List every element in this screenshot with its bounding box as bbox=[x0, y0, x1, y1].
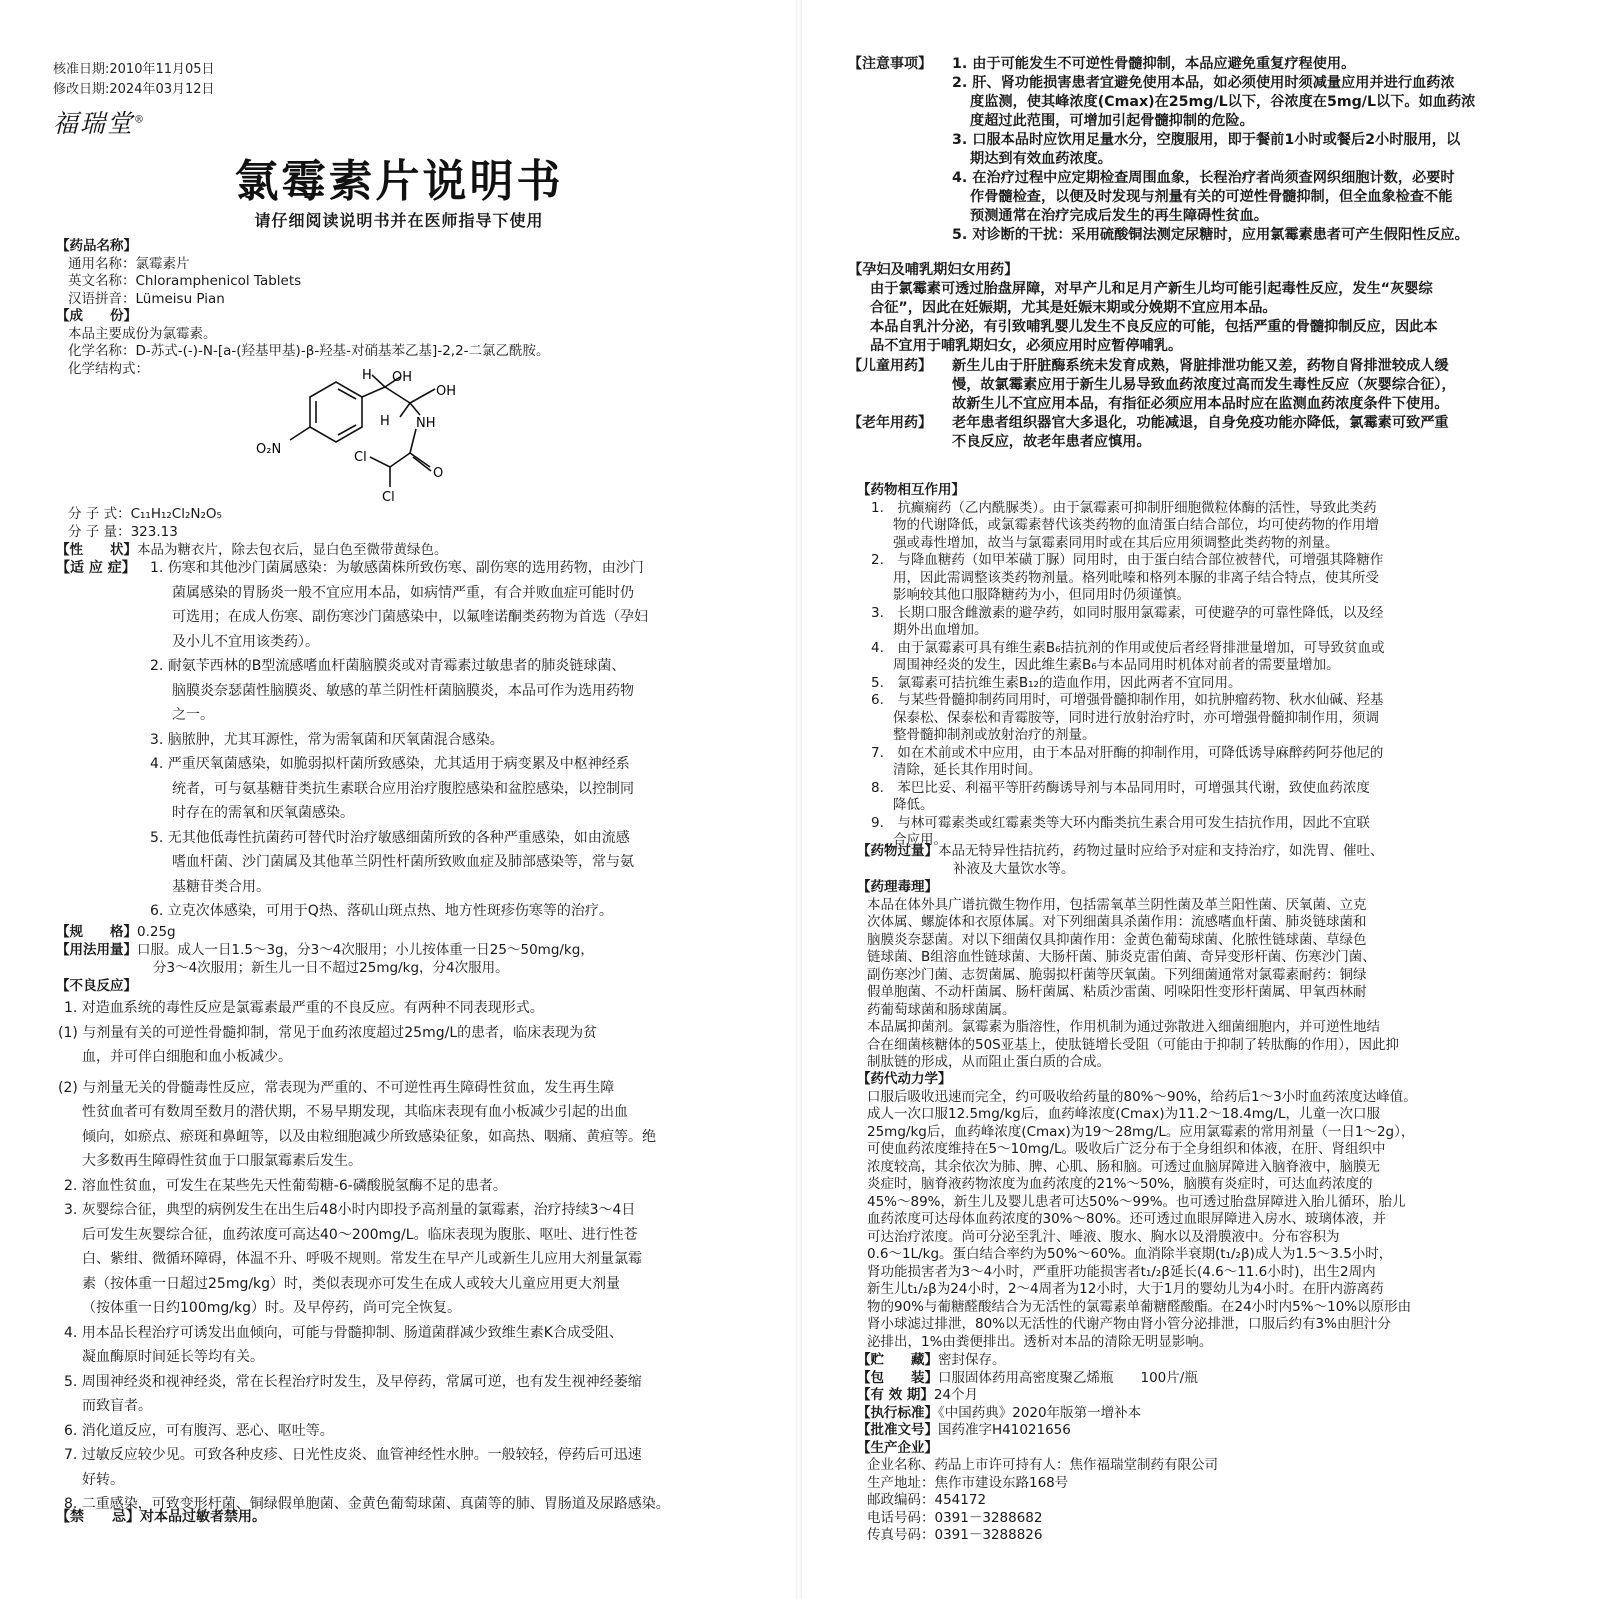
indication-line: 之一。 bbox=[172, 707, 214, 723]
section-pregnancy bbox=[848, 261, 1438, 356]
adverse-line: (1) 与剂量有关的可逆性骨髓抑制，常见于血药浓度超过25mg/L的患者，临床表现为贫 bbox=[58, 1024, 598, 1041]
interaction-line: 9. 与林可霉素类或红霉素类等大环内酯类抗生素合用可发生拮抗作用，因此不宜联 bbox=[871, 814, 1370, 831]
adverse-line: 后可发生灰婴综合征，血药浓度可高达40～200mg/L。临床表现为腹胀、呕吐、进行性苍 bbox=[82, 1226, 638, 1243]
manufacturer-line: 企业名称、药品上市许可持有人：焦作福瑞堂制药有限公司 bbox=[867, 1457, 1218, 1473]
interaction-line: 强或毒性增加，故当与氯霉素同用时或在其后应用须调整此类药物的剂量。 bbox=[893, 534, 1339, 551]
child-line: 故新生儿不宜应用本品，有指征必须应用本品时应在监测血药浓度条件下使用。 bbox=[952, 396, 1449, 412]
pregnancy-line: 品不宜用于哺乳期妇女，必须应用时应暂停哺乳。 bbox=[870, 338, 1183, 354]
atom-cl1: Cl bbox=[354, 450, 367, 465]
atom-no2: O₂N bbox=[256, 442, 282, 457]
pharmacokinetics-line: 浓度较高，其余依次为肺、脾、心肌、肠和脑。可透过血脑屏障进入脑脊液中，脑膜无 bbox=[867, 1158, 1380, 1175]
atom-h1: H bbox=[362, 368, 372, 383]
spec-text: 0.25g bbox=[137, 924, 176, 940]
adverse-line: 血，并可伴白细胞和血小板减少。 bbox=[82, 1049, 292, 1065]
indication-list bbox=[150, 556, 648, 924]
caution-list bbox=[952, 55, 1475, 245]
pharmacokinetics-line: 成人一次口服12.5mg/kg后，血药峰浓度(Cmax)为11.2～18.4mg/L，儿童一次口服 bbox=[867, 1106, 1380, 1122]
caution-line: 预测通常在治疗完成后发生的再生障碍性贫血。 bbox=[970, 208, 1268, 224]
section-tail bbox=[857, 1352, 1218, 1545]
atom-h2: H bbox=[380, 414, 390, 429]
package-text: 口服固体药用高密度聚乙烯瓶 100片/瓶 bbox=[938, 1369, 1198, 1386]
pharmacokinetics-line: 血药浓度可达母体血药浓度的30%～80%。还可透过血眼屏障进入房水、玻璃体液，并 bbox=[867, 1211, 1387, 1227]
pharmacokinetics-line: 口服后吸收迅速而完全，约可吸收给药量的80%～90%，给药后1～3小时血药浓度达峰值。 bbox=[867, 1088, 1417, 1105]
indication-line: 时存在的需氧和厌氧菌感染。 bbox=[172, 805, 354, 821]
pharmacology-heading: 【药理毒理】 bbox=[857, 879, 938, 895]
caution-line: 1. 由于可能发生不可逆性骨髓抑制，本品应避免重复疗程使用。 bbox=[952, 56, 1356, 72]
interaction-line: 物的代谢降低，或氯霉素替代该类药物的血清蛋白结合部位，均可使药物的作用增 bbox=[893, 517, 1379, 533]
indication-line: 及小儿不宜用该类药）。 bbox=[172, 633, 319, 650]
indication-heading: 【适 应 症】 bbox=[56, 560, 136, 576]
indication-line: 基糖苷类合用。 bbox=[172, 878, 270, 895]
standard-heading: 【执行标准】 bbox=[857, 1404, 938, 1421]
interaction-line: 周围神经炎的发生，因此维生素B₆与本品同用时机体对前者的需要量增加。 bbox=[893, 657, 1340, 673]
formula-block bbox=[68, 506, 222, 541]
page-fold bbox=[796, 0, 802, 1599]
brand-name: 福瑞堂 bbox=[53, 109, 135, 138]
interaction-line: 1. 抗癫痫药（乙内酰脲类）。由于氯霉素可抑制肝细胞微粒体酶的活性，导致此类药 bbox=[871, 499, 1377, 516]
adverse-line: 白、紫绀、微循环障碍，体温不升、呼吸不规则。常发生在早产儿或新生儿应用大剂量氯霉 bbox=[82, 1251, 642, 1267]
pharmacology-line: 合在细菌核糖体的50S亚基上，使肽链增长受阻（可能由于抑制了转肽酶的作用），因此抑 bbox=[867, 1036, 1399, 1053]
interaction-line: 3. 长期口服含雌激素的避孕药，如同时服用氯霉素，可使避孕的可靠性降低，以及经 bbox=[871, 604, 1384, 621]
section-interaction bbox=[857, 482, 1385, 850]
overdose-heading: 【药物过量】 bbox=[857, 843, 938, 859]
overdose-line: 本品无特异性拮抗药，药物过量时应给予对症和支持治疗，如洗胃、催吐、 bbox=[938, 843, 1384, 859]
pharmacokinetics-line: 物的90%与葡糖醛酸结合为无活性的氯霉素单葡糖醛酸酯。在24小时内5%～10%以原形由 bbox=[867, 1298, 1412, 1315]
component-line: 化学结构式： bbox=[68, 360, 149, 377]
caution-line: 度监测，使其峰浓度(Cmax)在25mg/L以下，谷浓度在5mg/L以下。如血药浓 bbox=[970, 94, 1476, 110]
package-heading: 【包 装】 bbox=[857, 1369, 938, 1386]
adverse-line: 素（按体重一日超过25mg/kg）时，类似表现亦可发生在成人或较大儿童应用更大剂量 bbox=[82, 1275, 621, 1292]
child-line: 新生儿由于肝脏酶系统未发育成熟，肾脏排泄功能又差，药物自肾排泄较成人缓 bbox=[952, 358, 1449, 374]
adverse-line: 3. 灰婴综合征，典型的病例发生在出生后48小时内即投予高剂量的氯霉素，治疗持续3～4日 bbox=[64, 1202, 636, 1218]
pharmacology-line: 药葡萄球菌和肠球菌属。 bbox=[867, 1001, 1016, 1018]
indication-line: 2. 耐氨苄西林的B型流感嗜血杆菌脑膜炎或对青霉素过敏患者的肺炎链球菌、 bbox=[150, 658, 626, 674]
pharmacology-line: 制肽链的形成，从而阻止蛋白质的合成。 bbox=[867, 1054, 1110, 1070]
pharmacology-line: 本品在体外具广谱抗微生物作用，包括需氧革兰阴性菌及革兰阳性菌、厌氧菌、立克 bbox=[867, 896, 1367, 913]
interaction-line: 4. 由于氯霉素可具有维生素B₆拮抗剂的作用或使后者经肾排泄量增加，可导致贫血或 bbox=[871, 639, 1385, 656]
adverse-line: 6. 消化道反应，可有腹泻、恶心、呕吐等。 bbox=[64, 1422, 334, 1439]
manufacturer-line: 电话号码：0391－3288682 bbox=[867, 1509, 1043, 1526]
adverse-line: （按体重一日约100mg/kg）时。及早停药，尚可完全恢复。 bbox=[82, 1300, 461, 1316]
indication-line: 4. 严重厌氧菌感染，如脆弱拟杆菌所致感染，尤其适用于病变累及中枢神经系 bbox=[150, 756, 630, 772]
drug-name-heading: 【药品名称】 bbox=[56, 238, 137, 254]
adverse-line: 倾向，如瘀点、瘀斑和鼻衄等，以及由粒细胞减少所致感染征象，如高热、咽痛、黄疸等。绝 bbox=[82, 1128, 656, 1145]
adverse-line: 大多数再生障碍性贫血于口服氯霉素后发生。 bbox=[82, 1153, 362, 1169]
storage-heading: 【贮 藏】 bbox=[857, 1352, 938, 1368]
section-pharmacokinetics bbox=[857, 1071, 1417, 1351]
contra-text: 对本品过敏者禁用。 bbox=[140, 1509, 266, 1525]
indication-line: 3. 脑脓肿，尤其耳源性，常为需氧菌和厌氧菌混合感染。 bbox=[150, 731, 504, 748]
interaction-line: 清除，延长其作用时间。 bbox=[893, 762, 1042, 778]
standard-text: 《中国药典》2020年版第一增补本 bbox=[938, 1404, 1142, 1421]
component-line: 化学名称：D-苏式-(-)-N-[a-(羟基甲基)-β-羟基-对硝基苯乙基]-2,2-二氯乙酰胺。 bbox=[68, 343, 550, 359]
atom-cl2: Cl bbox=[382, 490, 395, 505]
pharmacokinetics-line: 新生儿t₁/₂β为24小时，2～4周者为12小时，大于1月的婴幼儿为4小时。在肝内游离药 bbox=[867, 1281, 1384, 1297]
interaction-line: 期外出血增加。 bbox=[893, 622, 988, 638]
adverse-heading: 【不良反应】 bbox=[56, 978, 137, 994]
document-title: 氯霉素片说明书 bbox=[234, 156, 564, 207]
indication-line: 6. 立克次体感染，可用于Q热、落矶山斑点热、地方性斑疹伤寒等的治疗。 bbox=[150, 903, 613, 919]
manufacturer-line: 传真号码：0391－3288826 bbox=[867, 1527, 1043, 1543]
pharmacokinetics-line: 肾小球滤过排泄，80%以无活性的代谢产物由肾小管分泌排泄，口服后约有3%由胆汁分 bbox=[867, 1316, 1391, 1332]
revision-date: 修改日期:2024年03月12日 bbox=[53, 82, 215, 97]
character-text: 本品为糖衣片，除去包衣后，显白色至微带黄绿色。 bbox=[137, 542, 448, 558]
storage-text: 密封保存。 bbox=[938, 1352, 1006, 1368]
validity-text: 24个月 bbox=[933, 1387, 979, 1403]
component-heading: 【成 份】 bbox=[56, 308, 137, 324]
dosage-line: 口服。成人一日1.5～3g，分3～4次服用；小儿按体重一日25～50mg/kg， bbox=[137, 942, 594, 958]
child-text bbox=[952, 357, 1456, 414]
molecular-formula: 分 子 式：C₁₁H₁₂Cl₂N₂O₅ bbox=[68, 506, 222, 522]
pharmacology-line: 链球菌、B组溶血性链球菌、大肠杆菌、肺炎克雷伯菌、奇异变形杆菌、伤寒沙门菌、 bbox=[867, 949, 1376, 965]
caution-line: 度超过此范围，可增加引起骨髓抑制的危险。 bbox=[970, 113, 1254, 129]
approval-text: 国药准字H41021656 bbox=[938, 1422, 1071, 1438]
adverse-line: 7. 过敏反应较少见。可致各种皮疹、日光性皮炎、血管神经性水肿。一般较轻，停药后可迅速 bbox=[64, 1447, 642, 1463]
character-heading: 【性 状】 bbox=[56, 542, 137, 558]
pregnancy-line: 由于氯霉素可透过胎盘屏障，对早产儿和足月产新生儿均可能引起毒性反应，发生“灰婴综 bbox=[870, 281, 1433, 297]
pharmacokinetics-line: 0.6～1L/kg。蛋白结合率约为50%～60%。血消除半衰期(t₁/₂β)成人为1.5～3.5小时， bbox=[867, 1246, 1393, 1262]
pharmacokinetics-line: 肾功能损害者为3～4小时，严重肝功能损害者t₁/₂β延长(4.6～11.6小时)，出生2周内 bbox=[867, 1263, 1376, 1280]
pharmacokinetics-line: 泌排出，1%由粪便排出。透析对本品的清除无明显影响。 bbox=[867, 1333, 1213, 1350]
interaction-line: 降低。 bbox=[893, 797, 934, 813]
pharmacokinetics-line: 可达治疗浓度。尚可分泌至乳汁、唾液、腹水、胸水以及滑膜液中。分布容积为 bbox=[867, 1228, 1340, 1245]
registered-mark: ® bbox=[134, 114, 147, 126]
atom-oh1: OH bbox=[392, 370, 413, 385]
pharmacology-line: 假单胞菌、不动杆菌属、肠杆菌属、粘质沙雷菌、吲哚阳性变形杆菌属、甲氧西林耐 bbox=[867, 984, 1367, 1000]
chemical-structure bbox=[250, 365, 480, 515]
caution-line: 4. 在治疗过程中应定期检查周围血象，长程治疗者尚须查网织细胞计数，必要时 bbox=[952, 170, 1455, 186]
caution-line: 期达到有效血药浓度。 bbox=[970, 151, 1112, 167]
approval-heading: 【批准文号】 bbox=[857, 1422, 938, 1438]
adverse-line: (2) 与剂量无关的骨髓毒性反应，常表现为严重的、不可逆性再生障碍性贫血，发生再生障 bbox=[58, 1079, 615, 1096]
caution-heading: 【注意事项】 bbox=[848, 56, 932, 72]
section-drug-name bbox=[56, 238, 550, 378]
drug-name-line: 汉语拼音：Lümeisu Pian bbox=[68, 290, 225, 307]
overdose-line: 补液及大量饮水等。 bbox=[953, 860, 1075, 877]
pharmacokinetics-heading: 【药代动力学】 bbox=[857, 1071, 952, 1087]
indication-line: 统者，可与氨基糖苷类抗生素联合应用治疗腹腔感染和盆腔感染，以控制同 bbox=[172, 780, 634, 797]
child-heading: 【儿童用药】 bbox=[848, 358, 932, 374]
caution-line: 5. 对诊断的干扰：采用硫酸铜法测定尿糖时，应用氯霉素患者可产生假阳性反应。 bbox=[952, 227, 1469, 243]
drug-name-line: 通用名称：氯霉素片 bbox=[68, 255, 190, 272]
dosage-line: 分3～4次服用；新生儿一日不超过25mg/kg，分4次服用。 bbox=[153, 959, 509, 976]
adverse-line: 2. 溶血性贫血，可发生在某些先天性葡萄糖-6-磷酸脱氢酶不足的患者。 bbox=[64, 1177, 507, 1194]
atom-oh2: OH bbox=[436, 384, 457, 399]
drug-name-line: 英文名称：Chloramphenicol Tablets bbox=[68, 273, 302, 289]
section-spec bbox=[56, 924, 176, 942]
section-contraindication bbox=[56, 1506, 266, 1526]
section-pharmacology bbox=[857, 879, 1399, 1072]
atom-o: O bbox=[433, 466, 444, 481]
adverse-line: 而致盲者。 bbox=[82, 1398, 152, 1414]
caution-line: 作骨髓检查，以便及时发现与剂量有关的可逆性骨髓抑制，但全血象检查不能 bbox=[970, 189, 1453, 205]
pregnancy-line: 合征”，因此在妊娠期，尤其是妊娠末期或分娩期不宜应用本品。 bbox=[870, 300, 1277, 316]
interaction-line: 2. 与降血糖药（如甲苯磺丁脲）同用时，由于蛋白结合部位被替代，可增强其降糖作 bbox=[871, 552, 1384, 568]
molecular-weight: 分 子 量：323.13 bbox=[68, 523, 178, 540]
pharmacology-line: 脑膜炎奈瑟菌。对以下细菌仅具抑菌作用：金黄色葡萄球菌、化脓性链球菌、草绿色 bbox=[867, 931, 1367, 948]
adverse-line: 5. 周围神经炎和视神经炎，常在长程治疗时发生，及早停药，常属可逆，也有发生视神经萎缩 bbox=[64, 1373, 642, 1390]
pharmacokinetics-line: 炎症时，脑脊液药物浓度为血药浓度的21%～50%，脑膜有炎症时，可达血药浓度的 bbox=[867, 1176, 1373, 1192]
atom-nh: NH bbox=[416, 416, 436, 431]
pregnancy-line: 本品自乳汁分泌，有引致哺乳婴儿发生不良反应的可能，包括严重的骨髓抑制反应，因此本 bbox=[870, 319, 1438, 335]
component-line: 本品主要成份为氯霉素。 bbox=[68, 325, 217, 342]
elderly-line: 老年患者组织器官大多退化，功能减退，自身免疫功能亦降低，氯霉素可致严重 bbox=[952, 415, 1449, 431]
indication-line: 菌属感染的胃肠炎一般不宜应用本品，如病情严重，有合并败血症可能时仍 bbox=[172, 584, 634, 601]
pharmacokinetics-line: 25mg/kg后，血药峰浓度(Cmax)为19～28mg/L。应用氯霉素的常用剂量（一日1～2g）， bbox=[867, 1123, 1415, 1140]
interaction-heading: 【药物相互作用】 bbox=[857, 482, 965, 498]
interaction-line: 影响较其他口服降糖药为小，但同用时仍须谨慎。 bbox=[893, 587, 1190, 603]
interaction-line: 保泰松、保泰松和青霉胺等，同时进行放射治疗时，亦可增强骨髓抑制作用，须调 bbox=[893, 709, 1379, 726]
manufacturer-heading: 【生产企业】 bbox=[857, 1439, 938, 1456]
interaction-line: 整骨髓抑制剂或放射治疗的剂量。 bbox=[893, 727, 1096, 743]
caution-line: 2. 肝、肾功能损害患者宜避免使用本品，如必须使用时须减量应用并进行血药浓 bbox=[952, 75, 1455, 91]
indication-line: 可选用；在成人伤寒、副伤寒沙门菌感染中，以氟喹诺酮类药物为首选（孕妇 bbox=[172, 609, 648, 625]
adverse-line: 8. 二重感染，可致变形杆菌、铜绿假单胞菌、金黄色葡萄球菌、真菌等的肺、胃肠道及尿路感染。 bbox=[64, 1496, 670, 1512]
dosage-heading: 【用法用量】 bbox=[56, 942, 137, 958]
elderly-heading: 【老年用药】 bbox=[848, 415, 932, 431]
elderly-text bbox=[952, 414, 1449, 452]
adverse-line: 性贫血者可有数周至数月的潜伏期，不易早期发现，其临床表现有血小板减少引起的出血 bbox=[82, 1104, 628, 1120]
interaction-line: 7. 如在术前或术中应用，由于本品对肝酶的抑制作用，可降低诱导麻醉药阿芬他尼的 bbox=[871, 744, 1384, 761]
pharmacology-line: 本品属抑菌剂。氯霉素为脂溶性，作用机制为通过弥散进入细菌细胞内，并可逆性地结 bbox=[867, 1019, 1380, 1035]
pharmacokinetics-line: 45%～89%，新生儿及婴儿患者可达50%～99%。也可透过胎盘屏障进入胎儿循环，胎儿 bbox=[867, 1193, 1406, 1210]
caution-line: 3. 口服本品时应饮用足量水分，空腹服用，即于餐前1小时或餐后2小时服用，以 bbox=[952, 132, 1461, 148]
interaction-line: 合应用。 bbox=[893, 832, 947, 848]
child-line: 慢，故氯霉素应用于新生儿易导致血药浓度过高而发生毒性反应（灰婴综合征）， bbox=[952, 377, 1456, 393]
adverse-list bbox=[58, 996, 670, 1517]
section-overdose bbox=[857, 843, 1384, 878]
indication-line: 脑膜炎奈瑟菌性脑膜炎、敏感的革兰阴性杆菌脑膜炎，本品可作为选用药物 bbox=[172, 682, 634, 699]
brand-logo bbox=[53, 104, 146, 140]
interaction-line: 8. 苯巴比妥、利福平等肝药酶诱导剂与本品同用时，可增强其代谢，致使血药浓度 bbox=[871, 779, 1370, 796]
manufacturer-line: 邮政编码：454172 bbox=[867, 1492, 987, 1508]
elderly-line: 不良反应，故老年患者应慎用。 bbox=[952, 434, 1151, 450]
interaction-line: 6. 与某些骨髓抑制药同用时，可增强骨髓抑制作用，如抗肿瘤药物、秋水仙碱、羟基 bbox=[871, 692, 1384, 708]
interaction-line: 5. 氯霉素可拮抗维生素B₁₂的造血作用，因此两者不宜同用。 bbox=[871, 674, 1242, 691]
pharmacology-line: 副伤寒沙门菌、志贺菌属、脆弱拟杆菌等厌氧菌。下列细菌通常对氯霉素耐药：铜绿 bbox=[867, 966, 1367, 983]
adverse-line: 好转。 bbox=[82, 1471, 124, 1488]
section-dosage bbox=[56, 942, 594, 977]
validity-heading: 【有 效 期】 bbox=[857, 1387, 934, 1403]
manufacturer-line: 生产地址：焦作市建设东路168号 bbox=[867, 1474, 1069, 1491]
spec-heading: 【规 格】 bbox=[56, 924, 137, 940]
indication-line: 嗜血杆菌、沙门菌属及其他革兰阴性杆菌所致败血症及肺部感染等，常与氨 bbox=[172, 854, 634, 870]
pharmacology-line: 次体属、螺旋体和衣原体属。对下列细菌具杀菌作用：流感嗜血杆菌、肺炎链球菌和 bbox=[867, 914, 1367, 930]
indication-line: 1. 伤寒和其他沙门菌属感染：为敏感菌株所致伤寒、副伤寒的选用药物，由沙门 bbox=[150, 560, 644, 576]
document-subtitle: 请仔细阅读说明书并在医师指导下使用 bbox=[254, 211, 544, 230]
approval-date: 核准日期:2010年11月05日 bbox=[53, 62, 215, 77]
pregnancy-heading: 【孕妇及哺乳期妇女用药】 bbox=[848, 262, 1019, 278]
dates-block bbox=[53, 60, 215, 100]
adverse-line: 4. 用本品长程治疗可诱发出血倾向，可能与骨髓抑制、肠道菌群减少致维生素K合成受阻、 bbox=[64, 1324, 623, 1341]
indication-line: 5. 无其他低毒性抗菌药可替代时治疗敏感细菌所致的各种严重感染，如由流感 bbox=[150, 829, 630, 846]
adverse-line: 1. 对造血系统的毒性反应是氯霉素最严重的不良反应。有两种不同表现形式。 bbox=[64, 1000, 544, 1016]
interaction-line: 用，因此需调整该类药物剂量。格列吡嗪和格列本脲的非离子结合特点，使其所受 bbox=[893, 569, 1379, 586]
contra-heading: 【禁 忌】 bbox=[56, 1509, 140, 1525]
adverse-line: 凝血酶原时间延长等均有关。 bbox=[82, 1349, 264, 1365]
pharmacokinetics-line: 可使血药浓度维持在5～10mg/L。吸收后广泛分布于全身组织和体液，在肝、肾组织中 bbox=[867, 1141, 1386, 1157]
